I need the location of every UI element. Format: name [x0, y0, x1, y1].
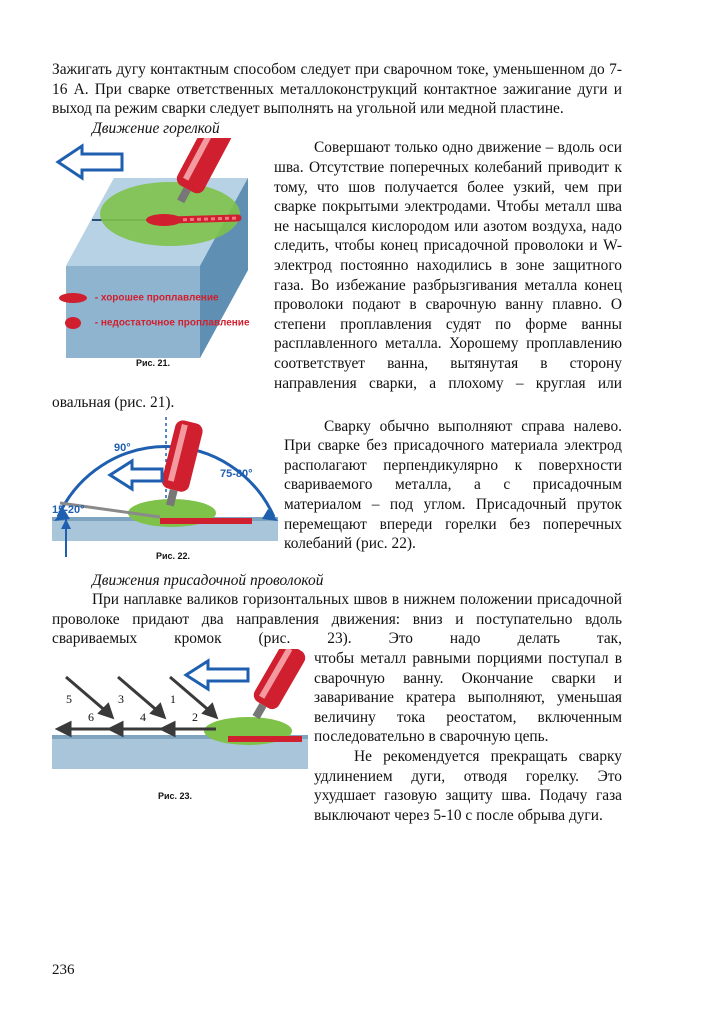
torch-movement-illustration: [52, 138, 270, 376]
figure-22-caption: Рис. 22.: [156, 550, 191, 561]
heading-torch-movement: Движение горелкой: [92, 119, 220, 137]
legend-good: - хорошее проплавление: [58, 292, 219, 304]
figure-21-caption: Рис. 21.: [136, 358, 171, 369]
paragraph-filler-movement-intro: При наплавке валиков горизонтальных швов в нижнем положении присадочной проволоке придают два направления движения: вниз и поступательно вдоль свариваемых кромок (рис. 23). Это надо делать так,: [52, 591, 622, 648]
page-content: [52, 60, 622, 825]
figure-23: [52, 649, 308, 809]
filler-movement-block: [52, 590, 622, 825]
paragraph-arc-extinguish: Не рекомендуется прекращать сварку удлинением дуги, отводя горелку. Это ухудшает газовую защиту шва. Подачу газа выключают через 5-10 с после обрыва дуги.: [314, 748, 622, 824]
direction-arrow-icon: [58, 146, 122, 178]
step-4-label: 4: [140, 710, 146, 725]
step-3-label: 3: [118, 692, 124, 707]
elongated-pool-icon: [58, 292, 88, 304]
torch-angle-illustration: [52, 417, 278, 571]
direction-arrow-icon: [186, 661, 248, 689]
step-1-label: 1: [170, 692, 176, 707]
weld-pool-shape: [146, 214, 182, 226]
heading-filler-movement: Движения присадочной проволокой: [92, 571, 324, 589]
paragraph-arc-ignition: Зажигать дугу контактным способом следует при сварочном токе, уменьшенном до 7-16 А. При сварке ответственных металлоконструкций контактное зажигание дуги и выход па режим сварки следует выполнять на угольной или медной пластине.: [52, 61, 622, 118]
figure-23-caption: Рис. 23.: [158, 791, 193, 802]
figure-22: [52, 417, 278, 571]
step-5-label: 5: [66, 692, 72, 707]
angle-15-20-label: 15-20°: [52, 503, 85, 516]
direction-arrow-icon: [110, 461, 162, 489]
angle-90-label: 90°: [114, 441, 131, 454]
filler-movement-illustration: [52, 649, 308, 809]
angle-75-80-label: 75-80°: [220, 467, 253, 480]
paragraph-filler-movement-rest: чтобы металл равными порциями поступал в сварочную ванну. Окончание сварки и заваривание кратера выполняют, уменьшая величину тока реостатом, включенным последовательно в сварочную цепь.: [314, 650, 622, 746]
legend-bad: - недостаточное проплавление: [58, 316, 250, 330]
step-6-label: 6: [88, 710, 94, 725]
torch-shape: [251, 649, 308, 712]
page-number: 236: [52, 962, 75, 978]
figure-21: [52, 138, 270, 376]
round-pool-icon: [58, 316, 88, 330]
gas-zone-shape: [100, 182, 240, 246]
paragraph-torch-movement: Совершают только одно движение – вдоль оси шва. Отсутствие поперечных колебаний приводит к тому, что шов получается более узкий, чем при сварке покрытыми электродами. Чтобы металл шва не насыщался кислородом или азотом воздуха, надо следить, чтобы конец присадочной проволоки и W-электрод постоянно находились в зоне защитного газа. Во избежание разбрызгивания металла конец проволоки подают в сварочную ванну плавно. О степени проплавления судят по форме ванны расплавленного металла. Хорошему проплавлению соответствует ванна, вытянутая в сторону направления сварки, а плохому – круглая или овальная (рис. 21).: [52, 139, 622, 412]
step-2-label: 2: [192, 710, 198, 725]
paragraph-welding-direction: Сварку обычно выполняют справа налево. При сварке без присадочного материала электрод располагают перпендикулярно к поверхности свариваемого металла, а с присадочным материалом – под углом. Присадочный пруток перемещают впереди горелки без поперечных колебаний (рис. 22).: [284, 417, 622, 553]
